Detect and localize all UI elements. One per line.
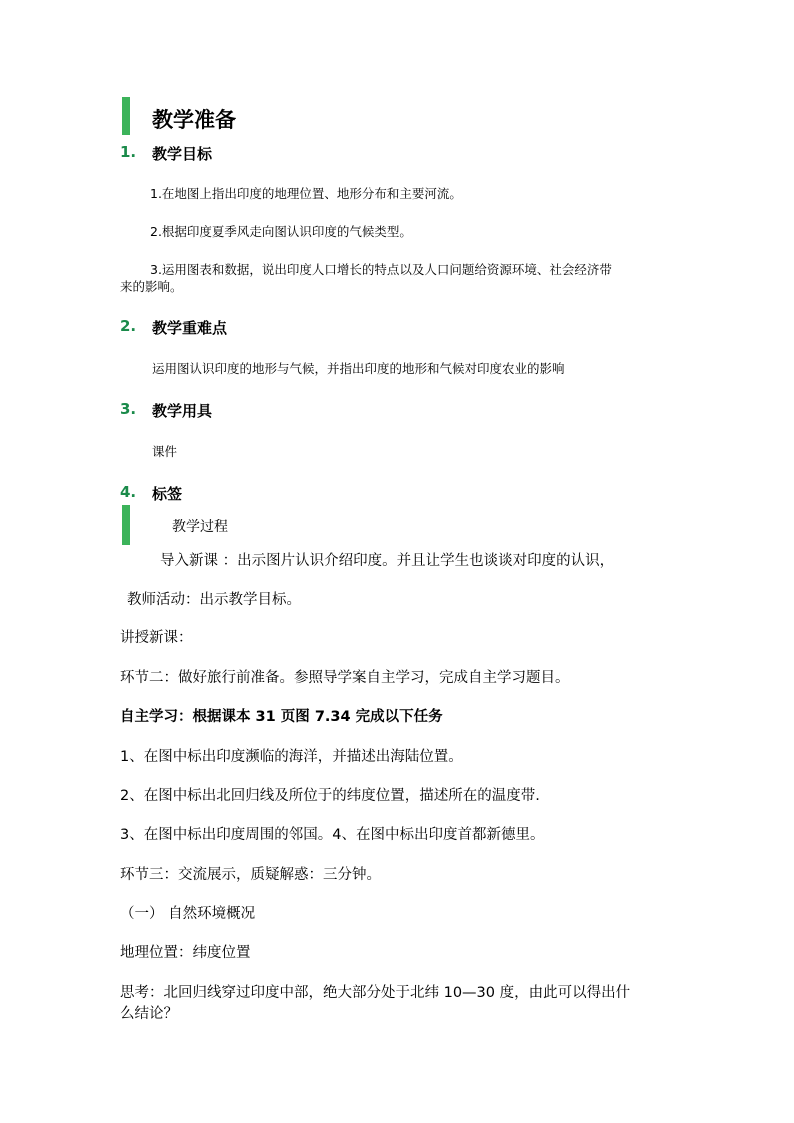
process-line-selfstudy: 自主学习：根据课本 31 页图 7.34 完成以下任务 — [120, 709, 443, 725]
process-line-step2: 环节二：做好旅行前准备。参照导学案自主学习，完成自主学习题目。 — [120, 670, 570, 686]
item-number-1: 1. — [120, 143, 137, 161]
process-title: 教学过程 — [172, 519, 228, 535]
process-line-step3: 环节三：交流展示，质疑解惑：三分钟。 — [120, 867, 381, 883]
process-line-location: 地理位置：纬度位置 — [120, 945, 251, 961]
objective-3-cont: 来的影响。 — [120, 279, 183, 294]
item-number-3: 3. — [120, 400, 137, 418]
process-line-think-cont: 么结论？ — [120, 1006, 178, 1022]
item-number-4: 4. — [120, 483, 137, 501]
tools-text: 课件 — [152, 444, 178, 459]
objective-3: 3.运用图表和数据，说出印度人口增长的特点以及人口问题给资源环境、社会经济带 — [150, 262, 612, 277]
process-line-intro: 导入新课 ：出示图片认识介绍印度。并且让学生也谈谈对印度的认识， — [160, 553, 615, 569]
heading-accent-bar — [122, 97, 130, 135]
task-1: 1、在图中标出印度濒临的海洋，并描述出海陆位置。 — [120, 749, 463, 765]
task-2: 2、在图中标出北回归线及所位于的纬度位置，描述所在的温度带. — [120, 788, 540, 804]
process-line-teacher: 教师活动：出示教学目标。 — [127, 592, 301, 608]
objective-2: 2.根据印度夏季风走向图认识印度的气候类型。 — [150, 224, 412, 239]
process-accent-bar — [122, 505, 130, 545]
process-line-lecture: 讲授新课： — [120, 630, 193, 646]
process-line-nature: （一） 自然环境概况 — [120, 906, 256, 922]
keypoints-text: 运用图认识印度的地形与气候，并指出印度的地形和气候对印度农业的影响 — [152, 361, 565, 376]
process-line-think: 思考：北回归线穿过印度中部，绝大部分处于北纬 10—30 度，由此可以得出什 — [120, 985, 631, 1001]
item-title-tags: 标签 — [152, 485, 183, 503]
objective-1: 1.在地图上指出印度的地理位置、地形分布和主要河流。 — [150, 186, 462, 201]
item-title-tools: 教学用具 — [152, 402, 213, 420]
item-number-2: 2. — [120, 317, 137, 335]
task-3-4: 3、在图中标出印度周围的邻国。4、在图中标出印度首都新德里。 — [120, 827, 545, 843]
item-title-keypoints: 教学重难点 — [152, 319, 228, 337]
section-title: 教学准备 — [152, 108, 236, 132]
item-title-objectives: 教学目标 — [152, 145, 213, 163]
